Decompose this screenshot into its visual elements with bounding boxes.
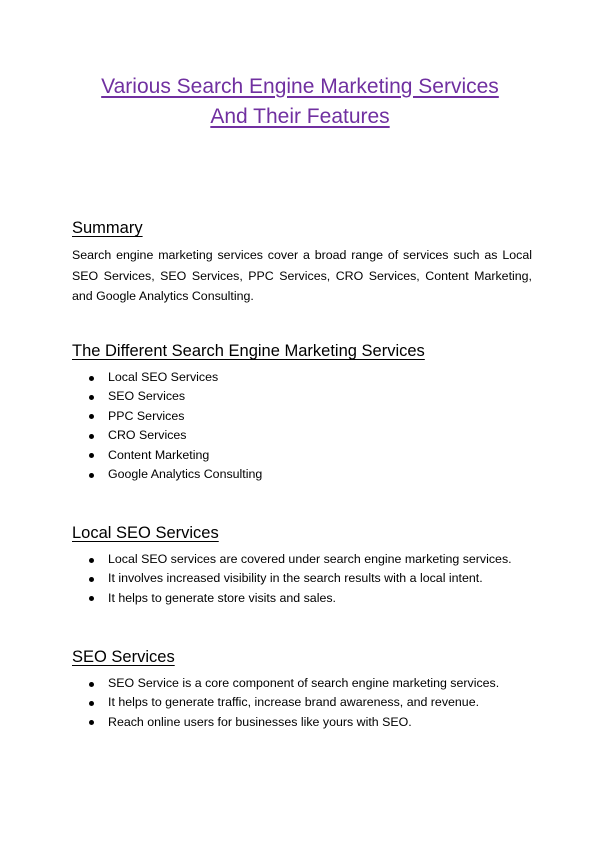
bullet-icon	[89, 434, 94, 439]
list-item-text: Reach online users for businesses like yours with SEO.	[108, 714, 412, 729]
list-item	[72, 589, 532, 608]
list-item-text: Google Analytics Consulting	[108, 467, 263, 482]
list-item	[72, 674, 532, 693]
document-title-line-1: Various Search Engine Marketing Services	[101, 75, 499, 98]
list-item-text: Local SEO Services	[108, 370, 219, 384]
summary-heading: Summary	[72, 219, 143, 237]
list-item-text: PPC Services	[108, 408, 185, 423]
bullet-icon	[89, 558, 94, 563]
list-item-text: SEO Services	[108, 389, 186, 404]
list-item	[72, 550, 532, 569]
list-item	[72, 446, 532, 465]
summary-text: Search engine marketing services cover a broad range of services such as Local SEO Services, SEO Services, PPC Services, CRO Services, Content Marketing, and Google Analytics Consulting.	[72, 248, 532, 303]
bullet-icon	[89, 720, 94, 725]
document-title-line-2: And Their Features	[210, 105, 390, 128]
list-item	[72, 368, 532, 387]
local-seo-section	[72, 522, 532, 608]
list-item-text: Content Marketing	[108, 447, 210, 462]
bullet-icon	[89, 414, 94, 419]
list-item-text: Local SEO services are covered under search engine marketing services.	[108, 552, 512, 566]
bullet-icon	[89, 701, 94, 706]
document-title	[60, 72, 540, 132]
services-list-heading: The Different Search Engine Marketing Services	[72, 342, 425, 360]
list-item-text: It involves increased visibility in the search results with a local intent.	[108, 571, 483, 586]
list-item	[72, 426, 532, 445]
services-list	[72, 368, 532, 484]
list-item	[72, 713, 532, 732]
bullet-icon	[89, 376, 94, 381]
list-item	[72, 569, 532, 588]
bullet-icon	[89, 577, 94, 582]
list-item	[72, 387, 532, 406]
list-item-text: It helps to generate store visits and sales.	[108, 590, 336, 605]
list-item	[72, 693, 532, 712]
bullet-icon	[89, 596, 94, 601]
services-list-section	[72, 340, 532, 484]
list-item-text: SEO Service is a core component of search engine marketing services.	[108, 676, 500, 690]
list-item	[72, 465, 532, 484]
seo-heading: SEO Services	[72, 648, 175, 666]
seo-section	[72, 646, 532, 732]
list-item-text: CRO Services	[108, 428, 187, 443]
local-seo-heading: Local SEO Services	[72, 524, 219, 542]
bullet-icon	[89, 682, 94, 687]
summary-section	[72, 217, 532, 307]
local-seo-list	[72, 550, 532, 608]
bullet-icon	[89, 453, 94, 458]
bullet-icon	[89, 473, 94, 478]
list-item	[72, 407, 532, 426]
bullet-icon	[89, 395, 94, 400]
seo-list	[72, 674, 532, 732]
list-item-text: It helps to generate traffic, increase brand awareness, and revenue.	[108, 695, 480, 710]
